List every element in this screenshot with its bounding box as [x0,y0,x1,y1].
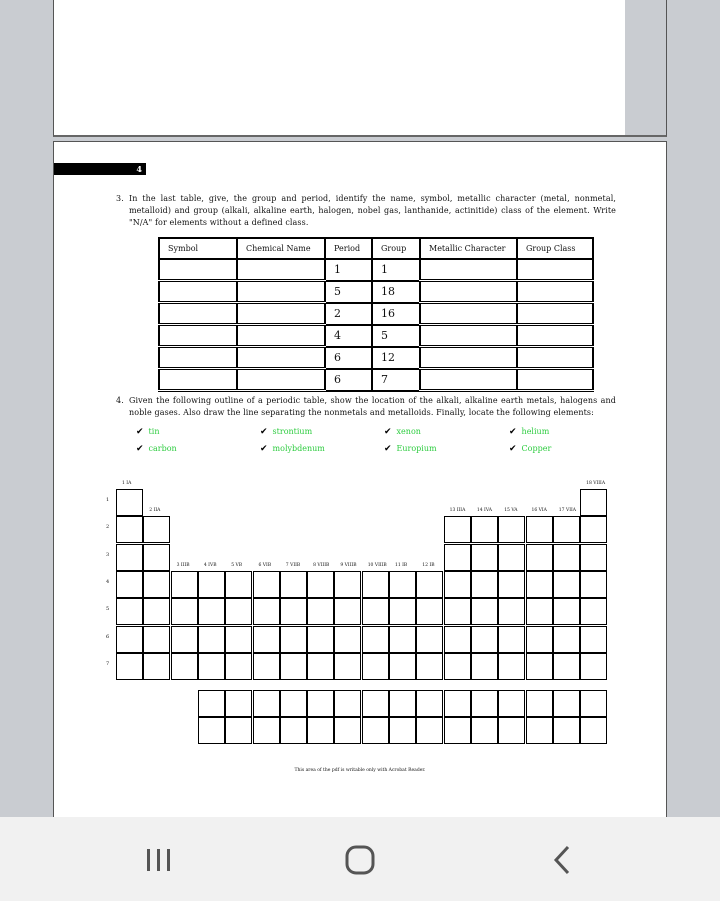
group-label: 5 VB [231,562,243,568]
element-cell[interactable] [498,544,525,571]
group-label: 2 IIA [149,508,161,514]
element-cell[interactable] [526,598,553,625]
element-cell[interactable] [471,516,498,543]
table-cell-period: 1 [325,259,372,281]
element-cell[interactable] [225,690,252,717]
element-cell[interactable] [225,571,252,598]
period-label: 6 [106,633,110,640]
element-cell[interactable] [498,598,525,625]
element-cell[interactable] [553,544,580,571]
element-cell[interactable] [471,717,498,744]
group-label: 3 IIIB [176,562,190,568]
period-label: 4 [106,578,110,585]
element-cell[interactable] [580,653,607,680]
table-header: Symbol [159,238,237,259]
table-header: Period [325,238,372,259]
check-icon: ✔ [136,427,144,437]
group-label: 8 VIIIB [313,562,330,568]
element-cell[interactable] [198,571,225,598]
element-cell[interactable] [116,598,143,625]
element-cell[interactable] [143,571,170,598]
element-cell[interactable] [362,717,389,744]
group-label: 16 VIA [531,508,547,514]
question-text: Given the following outline of a periodic table, show the location of the alkali, alkaline earth metals, halogens and noble gases. Also draw the line separating the nonmetals and metalloids. Finally, locate the following elements: [129,396,616,417]
period-label: 2 [106,524,110,531]
element-cell[interactable] [444,626,471,653]
element-cell[interactable] [553,717,580,744]
element-name: Europium [396,444,437,453]
period-label: 3 [106,551,110,558]
table-header: Metallic Character [420,238,517,259]
element-checklist-item [384,444,437,454]
table-cell-period: 2 [325,303,372,325]
element-cell[interactable] [225,653,252,680]
element-cell[interactable] [334,571,361,598]
element-cell[interactable] [198,653,225,680]
question-text: In the last table, give, the group and period, identify the name, symbol, metallic character (metal, nonmetal, metalloid) and group (alkali, alkaline earth, halogen, nobel gas, lanthanide, actinitide) class of the element. Write "N/A" for elements without a defined class. [129,194,616,227]
answer-cell[interactable] [517,347,593,369]
element-cell[interactable] [498,717,525,744]
element-cell[interactable] [307,653,334,680]
element-cell[interactable] [444,653,471,680]
element-cell[interactable] [334,717,361,744]
element-cell[interactable] [580,626,607,653]
answer-cell[interactable] [420,259,517,281]
element-cell[interactable] [116,626,143,653]
element-cell[interactable] [389,717,416,744]
group-label: 10 VIIIB [367,562,387,568]
element-cell[interactable] [416,598,443,625]
answer-cell[interactable] [237,369,325,391]
element-name: helium [521,427,550,436]
table-cell-period: 4 [325,325,372,347]
element-cell[interactable] [225,717,252,744]
table-row [159,325,593,347]
answer-cell[interactable] [420,369,517,391]
back-icon[interactable] [548,844,578,876]
answer-cell[interactable] [517,369,593,391]
table-row [159,281,593,303]
question-4 [116,395,616,419]
answer-cell[interactable] [159,369,237,391]
element-cell[interactable] [580,544,607,571]
table-row [159,259,593,281]
element-cell[interactable] [471,626,498,653]
answer-cell[interactable] [159,259,237,281]
page-gutter [625,0,666,135]
element-cell[interactable] [171,598,198,625]
element-cell[interactable] [526,653,553,680]
element-checklist-item [136,444,177,454]
answer-cell[interactable] [237,259,325,281]
element-cell[interactable] [471,653,498,680]
element-cell[interactable] [143,516,170,543]
check-icon: ✔ [384,427,392,437]
element-cell[interactable] [444,717,471,744]
period-label: 5 [106,606,110,613]
table-cell-period: 6 [325,369,372,391]
element-cell[interactable] [471,571,498,598]
element-cell[interactable] [225,626,252,653]
check-icon: ✔ [509,427,517,437]
element-cell[interactable] [444,598,471,625]
element-cell[interactable] [553,690,580,717]
element-cell[interactable] [526,626,553,653]
element-cell[interactable] [553,516,580,543]
table-row [159,303,593,325]
element-cell[interactable] [253,690,280,717]
answer-cell[interactable] [420,325,517,347]
element-name: xenon [396,427,421,436]
previous-page [53,0,667,137]
answer-cell[interactable] [420,303,517,325]
home-icon[interactable] [343,844,377,876]
element-cell[interactable] [334,690,361,717]
table-header: Group Class [517,238,593,259]
answer-cell[interactable] [237,281,325,303]
table-cell-period: 5 [325,281,372,303]
element-checklist-item [260,444,325,454]
element-cell[interactable] [334,626,361,653]
question-number: 4. [116,396,124,405]
element-cell[interactable] [526,690,553,717]
element-cell[interactable] [498,653,525,680]
table-row [159,347,593,369]
element-cell[interactable] [471,598,498,625]
element-cell[interactable] [526,571,553,598]
element-cell[interactable] [280,717,307,744]
element-cell[interactable] [280,653,307,680]
element-cell[interactable] [389,690,416,717]
group-label: 1 IA [122,481,132,486]
table-cell-group: 18 [372,281,420,303]
element-cell[interactable] [307,690,334,717]
period-label: 7 [106,660,110,667]
check-icon: ✔ [260,444,268,454]
element-cell[interactable] [171,571,198,598]
element-cell[interactable] [553,653,580,680]
element-cell[interactable] [498,516,525,543]
table-cell-group: 1 [372,259,420,281]
element-cell[interactable] [307,717,334,744]
recent-apps-icon[interactable] [142,844,176,876]
table-cell-period: 6 [325,347,372,369]
question-3 [116,193,616,229]
element-checklist-item [260,427,312,437]
element-cell[interactable] [362,653,389,680]
group-label: 4 IVB [203,562,217,568]
element-cell[interactable] [471,690,498,717]
element-name: tin [148,427,160,436]
answer-cell[interactable] [159,303,237,325]
element-cell[interactable] [444,516,471,543]
group-label: 14 IVA [476,508,493,514]
element-cell[interactable] [553,598,580,625]
element-cell[interactable] [416,717,443,744]
element-cell[interactable] [171,626,198,653]
element-cell[interactable] [307,626,334,653]
element-cell[interactable] [526,544,553,571]
element-cell[interactable] [253,653,280,680]
element-cell[interactable] [116,489,143,516]
element-cell[interactable] [307,571,334,598]
element-checklist-item [384,427,421,437]
element-cell[interactable] [498,690,525,717]
table-cell-group: 16 [372,303,420,325]
element-cell[interactable] [580,571,607,598]
group-label: 9 VIIIB [340,562,357,568]
question-number: 3. [116,194,124,203]
element-cell[interactable] [444,690,471,717]
answer-cell[interactable] [420,347,517,369]
element-checklist-item [509,427,549,437]
element-checklist-item [136,427,159,437]
element-cell[interactable] [416,653,443,680]
element-cell[interactable] [580,717,607,744]
element-cell[interactable] [580,516,607,543]
answer-cell[interactable] [237,325,325,347]
element-cell[interactable] [362,626,389,653]
element-cell[interactable] [198,598,225,625]
element-cell[interactable] [280,690,307,717]
element-cell[interactable] [553,571,580,598]
check-icon: ✔ [260,427,268,437]
element-cell[interactable] [280,626,307,653]
table-row [159,369,593,391]
answer-cell[interactable] [517,325,593,347]
document-page [53,141,667,821]
group-label: 6 VIB [258,562,272,568]
table-cell-group: 7 [372,369,420,391]
element-cell[interactable] [362,571,389,598]
element-cell[interactable] [280,598,307,625]
check-icon: ✔ [509,444,517,454]
element-cell[interactable] [389,653,416,680]
answer-cell[interactable] [159,347,237,369]
element-name: molybdenum [272,444,325,453]
answer-cell[interactable] [159,325,237,347]
group-label: 12 IB [422,562,435,568]
group-label: 13 IIIA [449,508,466,514]
page-number: 4 [54,163,146,175]
period-label: 1 [106,497,110,503]
element-cell[interactable] [526,717,553,744]
element-name: carbon [148,444,177,453]
check-icon: ✔ [136,444,144,454]
element-cell[interactable] [389,571,416,598]
element-cell[interactable] [171,653,198,680]
element-cell[interactable] [198,626,225,653]
element-cell[interactable] [580,489,607,516]
table-header: Chemical Name [237,238,325,259]
element-cell[interactable] [416,571,443,598]
element-cell[interactable] [498,571,525,598]
element-cell[interactable] [253,626,280,653]
element-cell[interactable] [116,571,143,598]
element-cell[interactable] [471,544,498,571]
element-cell[interactable] [116,516,143,543]
element-cell[interactable] [416,690,443,717]
group-label: 11 IB [395,562,408,568]
answer-cell[interactable] [159,281,237,303]
elements-table [158,237,594,392]
element-cell[interactable] [143,544,170,571]
answer-cell[interactable] [237,303,325,325]
element-cell[interactable] [362,690,389,717]
group-label: 18 VIIIA [586,481,606,486]
element-cell[interactable] [498,626,525,653]
element-cell[interactable] [253,598,280,625]
element-cell[interactable] [389,626,416,653]
answer-cell[interactable] [517,303,593,325]
element-cell[interactable] [280,571,307,598]
android-nav-bar [0,817,720,901]
element-cell[interactable] [334,653,361,680]
element-cell[interactable] [580,598,607,625]
element-cell[interactable] [116,544,143,571]
element-cell[interactable] [416,626,443,653]
element-cell[interactable] [253,571,280,598]
element-cell[interactable] [526,516,553,543]
element-cell[interactable] [307,598,334,625]
element-cell[interactable] [334,598,361,625]
element-cell[interactable] [116,653,143,680]
element-cell[interactable] [444,571,471,598]
element-cell[interactable] [198,717,225,744]
answer-cell[interactable] [237,347,325,369]
element-cell[interactable] [198,690,225,717]
element-cell[interactable] [580,690,607,717]
element-cell[interactable] [362,598,389,625]
element-cell[interactable] [253,717,280,744]
element-cell[interactable] [225,598,252,625]
element-checklist-item [509,444,551,454]
table-cell-group: 12 [372,347,420,369]
answer-cell[interactable] [517,281,593,303]
element-cell[interactable] [143,653,170,680]
table-header: Group [372,238,420,259]
element-cell[interactable] [444,544,471,571]
element-cell[interactable] [143,598,170,625]
table-cell-group: 5 [372,325,420,347]
element-cell[interactable] [553,626,580,653]
element-name: Copper [521,444,552,453]
footer-note: This area of the pdf is writable only with Acrobat Reader. [294,768,426,773]
group-label: 15 VA [504,508,518,514]
check-icon: ✔ [384,444,392,454]
element-name: strontium [272,427,313,436]
group-label: 17 VIIA [558,508,577,514]
group-label: 7 VIIB [285,562,301,568]
answer-cell[interactable] [517,259,593,281]
answer-cell[interactable] [420,281,517,303]
element-cell[interactable] [143,626,170,653]
element-cell[interactable] [389,598,416,625]
